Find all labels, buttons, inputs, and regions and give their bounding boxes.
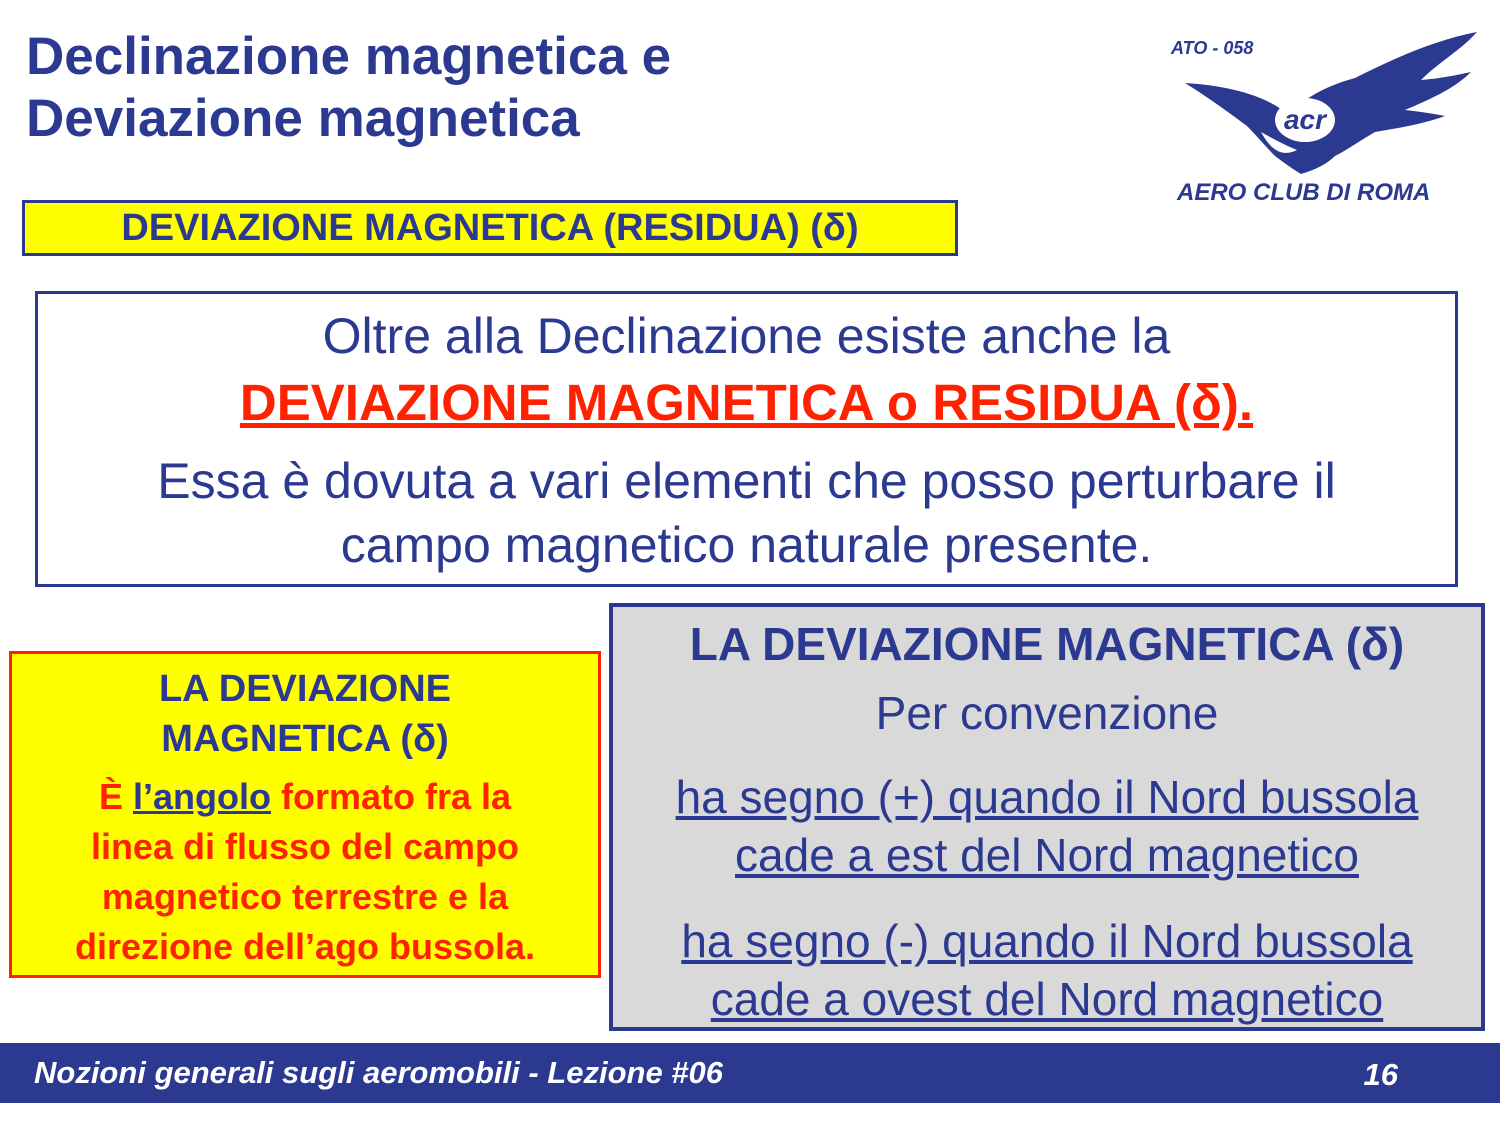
intro-line4: campo magnetico naturale presente.	[340, 517, 1153, 573]
convention-box	[609, 603, 1485, 1031]
definition-text	[12, 772, 598, 972]
course-title: Nozioni generali sugli aeromobili - Lezione #06	[34, 1055, 724, 1090]
slide-title-line1: Declinazione magnetica e	[26, 27, 672, 86]
footer-bar	[0, 1043, 1500, 1103]
definition-box	[9, 651, 601, 978]
aero-club-logo	[1165, 28, 1483, 213]
convention-minus-line2: cade a ovest del Nord magnetico	[710, 973, 1384, 1025]
definition-prefix: È	[98, 776, 123, 817]
intro-line1: Oltre alla Declinazione esiste anche la	[322, 308, 1171, 364]
slide-title	[26, 26, 671, 150]
convention-minus-line1: ha segno (-) quando il Nord bussola	[681, 915, 1413, 967]
definition-heading-line1: LA DEVIAZIONE	[158, 668, 452, 710]
definition-line4: direzione dell’ago bussola.	[74, 926, 536, 967]
section-tag: DEVIAZIONE MAGNETICA (RESIDUA) (δ)	[22, 200, 958, 256]
convention-intro: Per convenzione	[875, 687, 1219, 739]
definition-line3: magnetico terrestre e la	[101, 876, 509, 917]
definition-keyword: l’angolo	[132, 776, 271, 817]
logo-name: AERO CLUB DI ROMA	[1177, 179, 1431, 206]
convention-heading: LA DEVIAZIONE MAGNETICA (δ)	[689, 618, 1405, 670]
definition-line1-rest: formato fra la	[281, 776, 512, 817]
convention-plus-rule	[613, 768, 1481, 884]
intro-line3: Essa è dovuta a vari elementi che posso perturbare il	[157, 453, 1336, 509]
page-number: 16	[1363, 1057, 1398, 1092]
convention-minus-rule	[613, 912, 1481, 1028]
convention-plus-line2: cade a est del Nord magnetico	[735, 829, 1359, 881]
intro-highlight: DEVIAZIONE MAGNETICA o RESIDUA (δ).	[239, 374, 1254, 431]
definition-line2: linea di flusso del campo	[90, 826, 520, 867]
slide-title-line2: Deviazione magnetica	[26, 89, 580, 148]
logo-monogram: acr	[1283, 104, 1327, 135]
definition-heading-line2: MAGNETICA (δ)	[161, 718, 449, 760]
logo-code: ATO - 058	[1171, 38, 1254, 58]
intro-explanation	[38, 449, 1455, 577]
intro-box	[35, 291, 1458, 587]
definition-heading	[12, 664, 598, 764]
convention-plus-line1: ha segno (+) quando il Nord bussola	[675, 771, 1419, 823]
